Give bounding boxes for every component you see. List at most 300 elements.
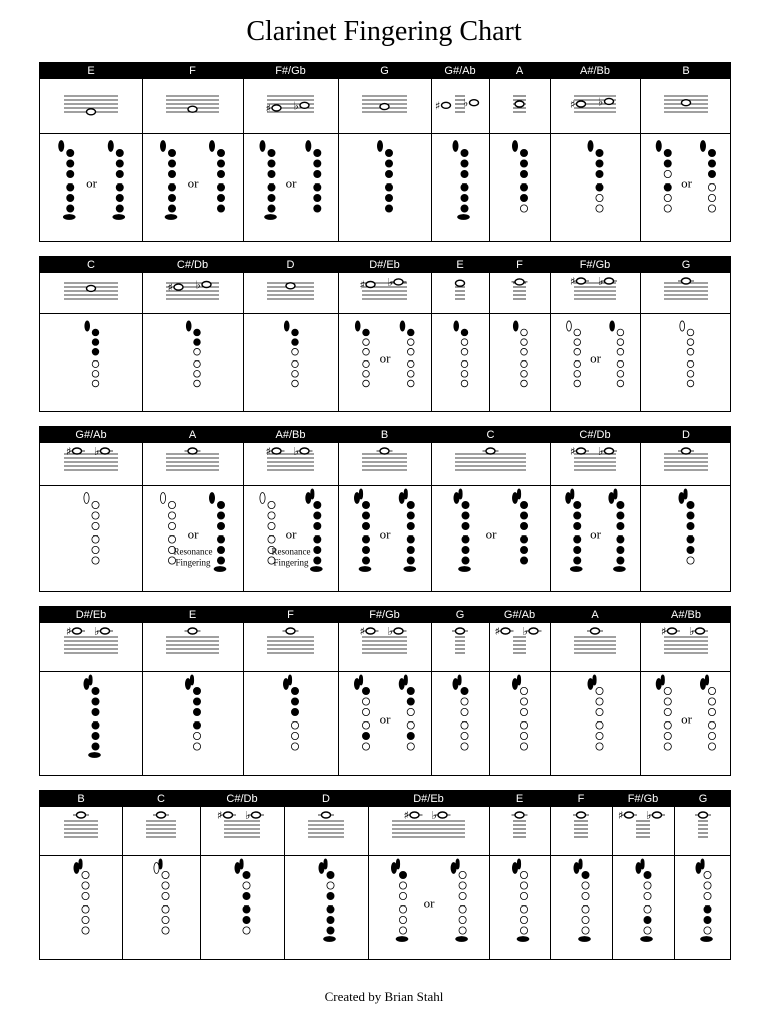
flat-sign: ♭ xyxy=(195,278,201,292)
thumb-hole xyxy=(354,679,359,690)
sharp-sign: ♯ xyxy=(359,278,365,292)
fingering-diagram xyxy=(399,489,416,572)
tone-hole xyxy=(92,732,99,739)
thumb-hole xyxy=(399,493,404,504)
fingering-diagram xyxy=(160,141,177,220)
fingering-diagram xyxy=(186,321,200,387)
pinky-key xyxy=(458,214,470,219)
music-staff xyxy=(243,623,338,670)
thumb-hole xyxy=(453,679,458,690)
thumb-hole xyxy=(680,321,685,331)
note-name: F#/Gb xyxy=(579,259,611,271)
tone-hole xyxy=(168,501,175,508)
tone-hole xyxy=(520,927,527,934)
tone-hole xyxy=(407,722,414,729)
tone-hole xyxy=(407,536,414,543)
tone-hole xyxy=(116,170,123,177)
note-name: A xyxy=(515,65,524,77)
music-staff xyxy=(550,623,640,670)
tone-hole xyxy=(291,732,298,739)
tone-hole xyxy=(596,698,603,705)
tone-hole xyxy=(520,546,527,553)
tone-hole xyxy=(407,339,414,346)
tone-hole xyxy=(462,557,469,564)
tone-hole xyxy=(168,205,175,212)
tone-hole xyxy=(362,687,369,694)
tone-hole xyxy=(574,361,581,368)
fingering-diagram xyxy=(355,321,369,387)
thumb-hole xyxy=(453,141,458,152)
whole-note xyxy=(394,279,403,285)
tone-hole xyxy=(194,361,201,368)
thumb-hole xyxy=(377,141,382,152)
tone-hole xyxy=(617,501,624,508)
tone-hole xyxy=(582,906,589,913)
note-name: G xyxy=(698,793,708,805)
register-key xyxy=(641,859,644,869)
register-key xyxy=(89,675,92,685)
tone-hole xyxy=(596,184,603,191)
tone-hole xyxy=(574,557,581,564)
tone-hole xyxy=(461,329,468,336)
pinky-key xyxy=(89,752,101,757)
whole-note xyxy=(438,812,447,818)
fingering-cell xyxy=(490,672,550,775)
tone-hole xyxy=(217,160,224,167)
tone-hole xyxy=(116,184,123,191)
tone-hole xyxy=(574,546,581,553)
fingering-cell xyxy=(41,856,122,959)
whole-note xyxy=(668,628,677,634)
fingering-diagram xyxy=(636,859,653,942)
thumb-hole xyxy=(567,321,572,331)
sharp-sign: ♯ xyxy=(661,625,667,638)
flat-sign: ♭ xyxy=(293,99,299,113)
tone-hole xyxy=(708,708,715,715)
whole-note xyxy=(456,628,465,634)
note-name: G xyxy=(455,609,465,621)
tone-hole xyxy=(168,149,175,156)
note-name: E xyxy=(515,793,524,805)
tone-hole xyxy=(574,380,581,387)
tone-hole xyxy=(291,743,298,750)
whole-note xyxy=(591,628,600,634)
pinky-key xyxy=(517,936,529,941)
tone-hole xyxy=(708,205,715,212)
thumb-hole xyxy=(399,679,404,690)
tone-hole xyxy=(407,557,414,564)
tone-hole xyxy=(708,722,715,729)
tone-hole xyxy=(459,892,466,899)
tone-hole xyxy=(399,882,406,889)
register-key xyxy=(517,675,520,685)
tone-hole xyxy=(314,194,321,201)
flat-sign: ♭ xyxy=(94,445,100,458)
fingering-diagram xyxy=(319,859,336,942)
tone-hole xyxy=(520,722,527,729)
fingering-diagram xyxy=(454,321,468,387)
pinky-key xyxy=(359,566,371,571)
fingering-label: Fingering xyxy=(175,557,211,568)
tone-hole xyxy=(362,522,369,529)
note-name: E xyxy=(87,65,95,77)
tone-hole xyxy=(362,708,369,715)
tone-hole xyxy=(268,205,275,212)
thumb-hole xyxy=(700,679,705,690)
note-name: F#/Gb xyxy=(369,609,400,621)
thumb-hole xyxy=(451,863,456,874)
thumb-hole xyxy=(400,321,405,331)
whole-note xyxy=(73,448,82,454)
tone-hole xyxy=(292,339,299,346)
tone-hole xyxy=(399,916,406,923)
register-key xyxy=(311,489,314,499)
sharp-sign: ♯ xyxy=(66,625,72,638)
register-key xyxy=(396,859,399,869)
tone-hole xyxy=(461,149,468,156)
tone-hole xyxy=(461,708,468,715)
tone-hole xyxy=(664,170,671,177)
music-staff xyxy=(368,807,489,854)
whole-note xyxy=(486,448,495,454)
whole-note xyxy=(605,98,614,104)
tone-hole xyxy=(520,882,527,889)
tone-hole xyxy=(385,194,392,201)
tone-hole xyxy=(162,916,169,923)
tone-hole xyxy=(520,906,527,913)
tone-hole xyxy=(92,371,99,378)
tone-hole xyxy=(596,170,603,177)
tone-hole xyxy=(459,927,466,934)
music-staff xyxy=(640,273,732,312)
tone-hole xyxy=(362,743,369,750)
tone-hole xyxy=(407,732,414,739)
fingering-diagram xyxy=(680,321,694,387)
music-staff xyxy=(40,79,142,132)
tone-hole xyxy=(461,205,468,212)
thumb-hole xyxy=(512,141,517,152)
music-staff xyxy=(550,79,640,132)
note-name: D#/Eb xyxy=(75,609,107,621)
music-staff xyxy=(40,273,142,312)
tone-hole xyxy=(520,536,527,543)
tone-hole xyxy=(291,708,298,715)
thumb-hole xyxy=(512,863,517,874)
whole-note xyxy=(366,282,375,288)
music-staff xyxy=(640,443,732,484)
fingering-cell xyxy=(41,134,142,241)
fingering-diagram xyxy=(512,489,527,564)
tone-hole xyxy=(92,687,99,694)
register-key xyxy=(79,859,82,869)
flat-sign: ♭ xyxy=(387,625,393,638)
register-key xyxy=(190,675,193,685)
fingering-diagram xyxy=(656,141,671,213)
fingering-cell xyxy=(432,314,489,411)
fingering-cell xyxy=(123,856,200,959)
tone-hole xyxy=(243,906,250,913)
tone-hole xyxy=(596,205,603,212)
register-key xyxy=(705,675,708,685)
tone-hole xyxy=(399,906,406,913)
tone-hole xyxy=(362,722,369,729)
music-staff xyxy=(550,807,612,854)
tone-hole xyxy=(217,205,224,212)
register-key xyxy=(359,489,362,499)
pinky-key xyxy=(570,566,582,571)
note-name: C#/Db xyxy=(226,793,258,805)
chart-row xyxy=(39,606,731,776)
fingering-diagram xyxy=(400,321,414,387)
resonance-label: Resonance xyxy=(271,546,311,557)
whole-note xyxy=(470,100,479,106)
tone-hole xyxy=(314,501,321,508)
tone-hole xyxy=(194,339,201,346)
tone-hole xyxy=(363,371,370,378)
tone-hole xyxy=(687,557,694,564)
note-name: D xyxy=(286,259,295,271)
or-label: or xyxy=(285,175,297,191)
register-key xyxy=(517,859,520,869)
tone-hole xyxy=(459,882,466,889)
flat-sign: ♭ xyxy=(598,445,604,458)
note-name: C#/Db xyxy=(579,429,611,441)
pinky-key xyxy=(63,214,75,219)
tone-hole xyxy=(520,184,527,191)
tone-hole xyxy=(520,708,527,715)
tone-hole xyxy=(92,546,99,553)
tone-hole xyxy=(194,348,201,355)
tone-hole xyxy=(461,371,468,378)
thumb-hole xyxy=(160,493,165,504)
tone-hole xyxy=(617,339,624,346)
thumb-hole xyxy=(454,493,459,504)
pinky-key xyxy=(404,566,416,571)
tone-hole xyxy=(268,194,275,201)
tone-hole xyxy=(82,906,89,913)
whole-note xyxy=(286,628,295,634)
tone-hole xyxy=(664,743,671,750)
note-name: G#/Ab xyxy=(75,429,107,441)
thumb-hole xyxy=(610,321,615,331)
music-staff xyxy=(489,807,550,854)
note-name: B xyxy=(682,65,690,77)
tone-hole xyxy=(704,927,711,934)
whole-note xyxy=(682,278,691,284)
pinky-key xyxy=(324,936,336,941)
tone-hole xyxy=(617,546,624,553)
music-staff xyxy=(142,79,243,132)
register-key xyxy=(571,489,574,499)
tone-hole xyxy=(459,906,466,913)
tone-hole xyxy=(708,170,715,177)
note-name: E xyxy=(188,609,197,621)
tone-hole xyxy=(407,348,414,355)
whole-note xyxy=(188,106,197,112)
or-label: or xyxy=(590,526,601,542)
note-name: A xyxy=(591,609,599,621)
register-key xyxy=(701,859,704,869)
tone-hole xyxy=(687,536,694,543)
tone-hole xyxy=(92,329,99,336)
tone-hole xyxy=(520,698,527,705)
tone-hole xyxy=(168,160,175,167)
note-name: A#/Bb xyxy=(275,429,306,441)
whole-note xyxy=(252,812,261,818)
tone-hole xyxy=(617,380,624,387)
tone-hole xyxy=(582,927,589,934)
tone-hole xyxy=(362,536,369,543)
fingering-cell xyxy=(551,672,640,775)
tone-hole xyxy=(194,380,201,387)
tone-hole xyxy=(162,927,169,934)
pinky-key xyxy=(165,214,177,219)
tone-hole xyxy=(291,698,298,705)
flat-sign: ♭ xyxy=(293,445,299,458)
tone-hole xyxy=(385,149,392,156)
note-name: F#/Gb xyxy=(627,793,659,805)
thumb-hole xyxy=(319,863,324,874)
music-staff xyxy=(338,443,431,484)
tone-hole xyxy=(362,501,369,508)
thumb-hole xyxy=(260,493,265,504)
tone-hole xyxy=(582,916,589,923)
tone-hole xyxy=(243,871,250,878)
tone-hole xyxy=(704,892,711,899)
pinky-key xyxy=(701,936,713,941)
resonance-label: Resonance xyxy=(173,546,213,557)
tone-hole xyxy=(407,371,414,378)
thumb-hole xyxy=(609,493,614,504)
tone-hole xyxy=(116,205,123,212)
tone-hole xyxy=(521,380,528,387)
tone-hole xyxy=(314,149,321,156)
fingering-cell xyxy=(143,314,243,411)
fingering-diagram xyxy=(588,141,603,213)
tone-hole xyxy=(92,536,99,543)
tone-hole xyxy=(217,170,224,177)
tone-hole xyxy=(708,160,715,167)
fingering-cell xyxy=(490,134,550,241)
note-name: A xyxy=(188,429,197,441)
thumb-hole xyxy=(512,493,517,504)
tone-hole xyxy=(574,371,581,378)
tone-hole xyxy=(385,160,392,167)
tone-hole xyxy=(268,522,275,529)
fingering-diagram xyxy=(154,859,169,934)
tone-hole xyxy=(162,906,169,913)
tone-hole xyxy=(664,708,671,715)
fingering-diagram xyxy=(260,141,277,220)
pinky-key xyxy=(613,566,625,571)
note-name: D xyxy=(682,429,690,441)
tone-hole xyxy=(704,871,711,878)
tone-hole xyxy=(520,160,527,167)
tone-hole xyxy=(461,184,468,191)
tone-hole xyxy=(687,522,694,529)
tone-hole xyxy=(407,687,414,694)
music-staff xyxy=(640,79,732,132)
tone-hole xyxy=(687,371,694,378)
fingering-diagram xyxy=(354,489,371,572)
thumb-hole xyxy=(588,141,593,152)
tone-hole xyxy=(664,687,671,694)
whole-note xyxy=(322,812,331,818)
whole-note xyxy=(682,448,691,454)
tone-hole xyxy=(92,522,99,529)
music-staff xyxy=(550,273,640,312)
tone-hole xyxy=(363,361,370,368)
tone-hole xyxy=(644,916,651,923)
chart-row xyxy=(39,790,731,960)
pinky-key xyxy=(641,936,653,941)
tone-hole xyxy=(217,512,224,519)
tone-hole xyxy=(363,339,370,346)
fingering-diagram xyxy=(574,859,591,942)
whole-note xyxy=(87,109,96,115)
music-staff xyxy=(338,273,431,312)
tone-hole xyxy=(82,916,89,923)
sharp-sign: ♯ xyxy=(265,445,271,458)
fingering-diagram xyxy=(209,493,226,572)
tone-hole xyxy=(664,722,671,729)
register-key xyxy=(404,489,407,499)
tone-hole xyxy=(362,557,369,564)
fingering-diagram xyxy=(185,675,200,750)
tone-hole xyxy=(617,348,624,355)
tone-hole xyxy=(399,871,406,878)
tone-hole xyxy=(116,194,123,201)
tone-hole xyxy=(327,916,334,923)
tone-hole xyxy=(461,339,468,346)
tone-hole xyxy=(582,882,589,889)
register-key xyxy=(517,489,520,499)
tone-hole xyxy=(82,927,89,934)
tone-hole xyxy=(217,557,224,564)
tone-hole xyxy=(362,698,369,705)
sharp-sign: ♯ xyxy=(570,98,576,111)
tone-hole xyxy=(327,906,334,913)
fingering-cell xyxy=(41,672,142,775)
tone-hole xyxy=(385,184,392,191)
tone-hole xyxy=(243,916,250,923)
music-staff xyxy=(640,623,732,670)
note-name: B xyxy=(380,429,389,441)
fingering-cell xyxy=(339,486,431,591)
tone-hole xyxy=(461,687,468,694)
fingering-cell xyxy=(41,314,142,411)
whole-note xyxy=(682,100,691,106)
whole-note xyxy=(101,448,110,454)
tone-hole xyxy=(407,380,414,387)
tone-hole xyxy=(574,536,581,543)
note-name: E xyxy=(456,259,464,271)
fingering-diagram xyxy=(391,859,408,942)
fingering-cell xyxy=(551,486,640,591)
sharp-sign: ♯ xyxy=(403,809,409,822)
tone-hole xyxy=(168,536,175,543)
note-name: F xyxy=(287,609,294,621)
tone-hole xyxy=(268,512,275,519)
tone-hole xyxy=(217,536,224,543)
tone-hole xyxy=(520,194,527,201)
whole-note xyxy=(188,448,197,454)
tone-hole xyxy=(92,512,99,519)
sharp-sign: ♯ xyxy=(359,625,365,638)
tone-hole xyxy=(520,916,527,923)
music-staff xyxy=(243,443,338,484)
note-name: C xyxy=(157,793,165,805)
